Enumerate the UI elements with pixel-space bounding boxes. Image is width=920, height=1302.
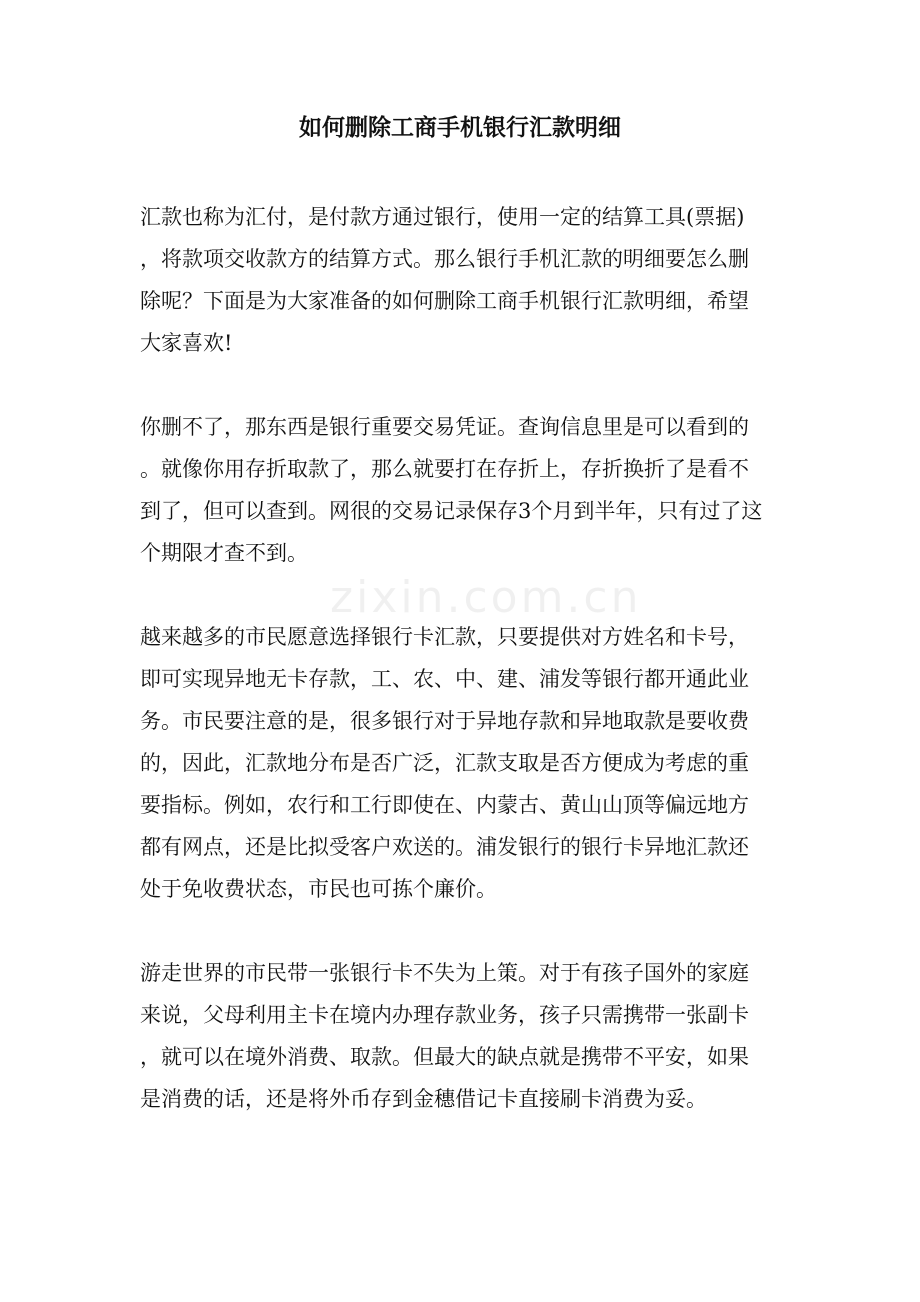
text-line: 务。市民要注意的是，很多银行对于异地存款和异地取款是要收费 xyxy=(140,709,749,733)
text-line: 处于免收费状态，市民也可拣个廉价。 xyxy=(140,877,497,901)
text-line: 是消费的话，还是将外币存到金穗借记卡直接刷卡消费为妥。 xyxy=(140,1087,707,1111)
text-line: 个期限才查不到。 xyxy=(140,541,308,565)
text-line: 除呢？下面是为大家准备的如何删除工商手机银行汇款明细，希望 xyxy=(140,289,749,313)
paragraph-4 xyxy=(140,952,780,1120)
document-title: 如何删除工商手机银行汇款明细 xyxy=(299,114,621,141)
paragraph-2 xyxy=(140,406,780,574)
text-line: 游走世界的市民带一张银行卡不失为上策。对于有孩子国外的家庭 xyxy=(140,961,749,985)
text-line: 。就像你用存折取款了，那么就要打在存折上，存折换折了是看不 xyxy=(140,457,749,481)
paragraph-1 xyxy=(140,196,780,364)
text-line: 汇款也称为汇付，是付款方通过银行，使用一定的结算工具(票据) xyxy=(140,205,745,229)
text-line: 你删不了，那东西是银行重要交易凭证。查询信息里是可以看到的 xyxy=(140,415,749,439)
paragraph-3 xyxy=(140,616,780,910)
text-line: 的，因此，汇款地分布是否广泛，汇款支取是否方便成为考虑的重 xyxy=(140,751,749,775)
text-line: ，将款项交收款方的结算方式。那么银行手机汇款的明细要怎么删 xyxy=(140,247,749,271)
text-line: 越来越多的市民愿意选择银行卡汇款，只要提供对方姓名和卡号， xyxy=(140,625,749,649)
text-line: ，就可以在境外消费、取款。但最大的缺点就是携带不平安，如果 xyxy=(140,1045,749,1069)
text-line: 大家喜欢! xyxy=(140,331,233,355)
text-line: 来说，父母利用主卡在境内办理存款业务，孩子只需携带一张副卡 xyxy=(140,1003,749,1027)
text-line: 要指标。例如，农行和工行即使在、内蒙古、黄山山顶等偏远地方 xyxy=(140,793,749,817)
watermark: zixin.com.cn xyxy=(330,572,642,623)
text-line: 即可实现异地无卡存款，工、农、中、建、浦发等银行都开通此业 xyxy=(140,667,749,691)
text-line: 都有网点，还是比拟受客户欢送的。浦发银行的银行卡异地汇款还 xyxy=(140,835,749,859)
text-line: 到了，但可以查到。网很的交易记录保存3个月到半年，只有过了这 xyxy=(140,499,763,523)
